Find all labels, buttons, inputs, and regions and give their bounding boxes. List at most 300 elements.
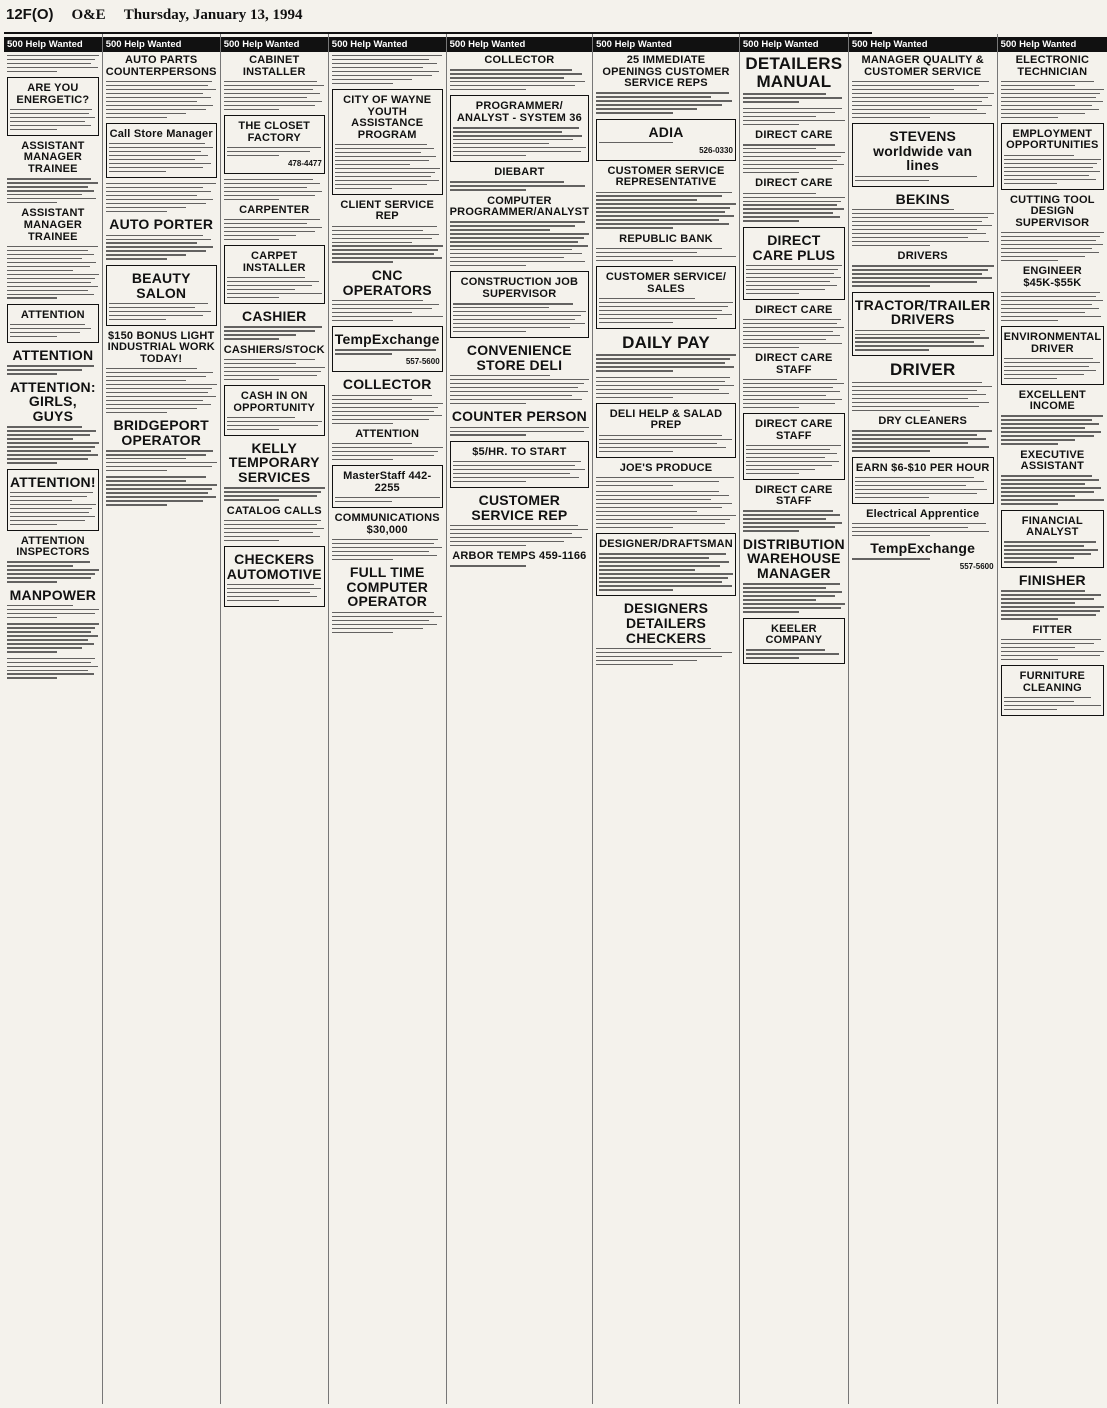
ad-heading: Electrical Apprentice	[866, 507, 980, 520]
classified-ad	[450, 343, 589, 404]
classified-ad	[450, 167, 589, 191]
ad-body-text	[7, 365, 99, 374]
ad-heading: FINISHER	[1018, 572, 1086, 589]
ad-body-text	[335, 497, 440, 502]
classified-ad	[7, 536, 99, 583]
classified-ad	[450, 95, 589, 162]
classified-ad	[1001, 510, 1105, 569]
classified-ad	[224, 506, 325, 541]
classified-ad	[1001, 573, 1105, 620]
ad-heading: DAILY PAY	[622, 332, 710, 352]
ad-heading: 25 IMMEDIATE OPENINGS CUSTOMER SERVICE REPS	[602, 54, 730, 90]
classified-ad	[224, 55, 325, 110]
ad-body-text	[599, 435, 733, 452]
classified-ad	[450, 551, 589, 567]
classified-ad	[106, 123, 217, 178]
ad-body-text	[224, 81, 325, 110]
classified-ad	[106, 476, 217, 505]
classified-column	[329, 34, 447, 1404]
ad-heading: STEVENS worldwide van lines	[873, 127, 973, 174]
ad-body-text	[1004, 541, 1102, 562]
section-header: 500 Help Wanted	[849, 37, 997, 52]
ad-body-text	[224, 326, 325, 339]
classified-ad	[7, 658, 99, 679]
classified-ad	[596, 119, 736, 161]
classified-column	[221, 34, 329, 1404]
classified-ad	[596, 601, 736, 665]
classified-ad	[224, 345, 325, 380]
classified-ad	[852, 361, 994, 411]
ad-heading: COLLECTOR	[342, 376, 432, 393]
classified-ad	[1001, 195, 1105, 262]
ad-heading: TempExchange	[870, 540, 976, 557]
ad-heading: DIRECT CARE PLUS	[752, 231, 836, 263]
ad-body-text	[7, 178, 99, 203]
ad-heading: Call Store Manager	[109, 127, 213, 140]
classified-ad	[224, 245, 325, 304]
classified-ad	[1001, 450, 1105, 505]
ad-body-text	[852, 523, 994, 536]
ad-heading: DETAILERS MANUAL	[745, 54, 843, 91]
ad-body-text	[335, 144, 440, 189]
classified-ad	[224, 115, 325, 174]
ad-body-text	[224, 487, 325, 500]
classified-ad	[450, 271, 589, 338]
ad-body-text	[7, 561, 99, 582]
ad-heading: CITY OF WAYNE YOUTH ASSISTANCE PROGRAM	[343, 94, 432, 141]
classified-ad	[332, 326, 443, 372]
ad-body-text	[7, 426, 99, 463]
ad-heading: TRACTOR/TRAILER DRIVERS	[854, 296, 991, 328]
ad-body-text	[599, 298, 733, 323]
ad-heading: ATTENTION!	[10, 473, 96, 490]
classified-ad	[224, 385, 325, 436]
ad-heading: THE CLOSET FACTORY	[238, 119, 311, 144]
ad-heading: ADIA	[648, 123, 684, 140]
ad-body-text	[109, 303, 214, 320]
ad-phone: 478-4477	[287, 158, 322, 168]
section-header: 500 Help Wanted	[221, 37, 328, 52]
ad-heading: DIEBART	[494, 166, 545, 179]
ad-heading: EMPLOYMENT OPPORTUNITIES	[1006, 127, 1099, 152]
ad-body-text	[746, 265, 842, 294]
ad-body-text	[743, 583, 845, 612]
classified-ad	[224, 179, 325, 200]
classified-ad	[450, 493, 589, 546]
ad-heading: BRIDGEPORT OPERATOR	[113, 417, 209, 448]
ad-heading: CUSTOMER SERVICE/ SALES	[605, 271, 727, 295]
classified-column	[103, 34, 221, 1404]
ad-body-text	[453, 127, 586, 156]
ad-body-text	[332, 226, 443, 263]
classified-column	[447, 34, 593, 1404]
section-header: 500 Help Wanted	[329, 37, 446, 52]
classified-ad	[7, 77, 99, 136]
ad-body-text	[332, 539, 443, 560]
ad-heading: TempExchange	[334, 331, 440, 348]
ad-heading: FITTER	[1032, 623, 1073, 636]
ad-heading: CNC OPERATORS	[342, 266, 432, 298]
ad-body-text	[450, 221, 589, 266]
ad-heading: COLLECTOR	[484, 54, 555, 66]
section-header: 500 Help Wanted	[998, 37, 1107, 52]
classified-ad	[596, 463, 736, 487]
ad-body-text	[855, 477, 991, 498]
section-header: 500 Help Wanted	[740, 37, 848, 52]
ad-body-text	[7, 605, 99, 618]
ad-body-text	[106, 368, 217, 413]
classified-ad	[743, 305, 845, 348]
ad-body-text	[746, 649, 842, 658]
ad-heading: ENVIRONMENTAL DRIVER	[1003, 330, 1102, 355]
classified-ad	[743, 413, 845, 480]
classified-ad	[332, 465, 443, 508]
classified-ad	[224, 205, 325, 240]
section-header: 500 Help Wanted	[447, 37, 592, 52]
classified-ad	[596, 403, 736, 458]
ad-body-text	[332, 395, 443, 424]
ad-body-text	[1004, 697, 1102, 710]
classified-ad	[106, 217, 217, 260]
ad-body-text	[746, 445, 842, 474]
ad-heading: CABINET INSTALLER	[242, 54, 306, 78]
ad-heading: ATTENTION	[12, 346, 94, 363]
ad-body-text	[743, 108, 845, 125]
ad-body-text	[596, 354, 736, 371]
classified-ad	[450, 409, 589, 436]
classified-ad	[852, 123, 994, 187]
classified-ad	[1001, 123, 1105, 190]
ad-heading: ASSISTANT MANAGER TRAINEE	[21, 207, 85, 243]
classified-ad	[596, 334, 736, 372]
ad-body-text	[1001, 639, 1105, 660]
classified-ad	[332, 89, 443, 195]
ad-body-text	[10, 109, 96, 130]
ad-phone: 526-0330	[699, 145, 733, 155]
ad-body-text	[852, 558, 994, 559]
classified-ad	[332, 513, 443, 560]
classified-ad	[332, 200, 443, 263]
classified-ad	[852, 416, 994, 451]
ad-heading: ELECTRONIC TECHNICIAN	[1015, 54, 1090, 78]
section-header: 500 Help Wanted	[593, 37, 739, 52]
ad-body-text	[332, 443, 443, 460]
classified-ad	[596, 266, 736, 329]
classified-ad	[7, 469, 99, 531]
ad-body-text	[7, 55, 99, 72]
ad-body-text	[450, 525, 589, 546]
ad-heading: ARE YOU ENERGETIC?	[16, 82, 90, 106]
classified-ad	[7, 623, 99, 652]
classified-ad	[106, 183, 217, 212]
ad-heading: ARBOR TEMPS 459-1166	[452, 550, 587, 563]
ad-body-text	[106, 81, 217, 118]
ad-body-text	[1001, 292, 1105, 321]
ad-heading: COUNTER PERSON	[451, 408, 587, 425]
ad-heading: CUSTOMER SERVICE REPRESENTATIVE	[607, 164, 725, 189]
classified-column	[4, 34, 103, 1404]
classified-ad	[743, 537, 845, 613]
ad-body-text	[106, 235, 217, 260]
classified-ad	[852, 509, 994, 536]
ad-heading: BEAUTY SALON	[131, 269, 191, 301]
ad-heading: CARPENTER	[239, 203, 310, 216]
ad-heading: ENGINEER $45K-$55K	[1022, 265, 1082, 289]
ad-body-text	[743, 319, 845, 348]
classified-column	[740, 34, 849, 1404]
classified-ad	[743, 618, 845, 665]
ad-body-text	[224, 520, 325, 541]
ad-heading: CONSTRUCTION JOB SUPERVISOR	[460, 276, 579, 300]
ad-heading: COMPUTER PROGRAMMER/ANALYST	[449, 194, 590, 219]
classified-ad	[743, 353, 845, 408]
ad-heading: REPUBLIC BANK	[619, 232, 713, 245]
ad-heading: ATTENTION	[355, 427, 420, 440]
ad-body-text	[599, 142, 733, 143]
ad-body-text	[743, 93, 845, 102]
ad-heading: COMMUNICATIONS $30,000	[334, 512, 440, 536]
classified-ad	[596, 166, 736, 229]
ad-body-text	[10, 324, 96, 337]
classified-ad	[743, 178, 845, 221]
classified-ad	[1001, 665, 1105, 716]
ad-heading: JOE'S PRODUCE	[619, 461, 713, 474]
ad-body-text	[227, 417, 322, 430]
classified-ad	[852, 292, 994, 357]
ad-heading: AUTO PORTER	[109, 216, 214, 233]
ad-heading: FURNITURE CLEANING	[1019, 670, 1086, 694]
section-header: 500 Help Wanted	[4, 37, 102, 52]
ad-body-text	[450, 565, 589, 566]
ad-body-text	[1004, 155, 1102, 184]
classified-ad	[332, 55, 443, 84]
classified-ad	[743, 227, 845, 300]
ad-phone: 557-5600	[959, 562, 994, 572]
ad-body-text	[852, 209, 994, 246]
classified-column	[593, 34, 740, 1404]
ad-heading: $150 BONUS LIGHT INDUSTRIAL WORK TODAY!	[107, 329, 215, 365]
classified-ad	[224, 546, 325, 607]
ad-body-text	[596, 491, 736, 528]
classified-column	[998, 34, 1107, 1404]
classified-ad	[106, 55, 217, 118]
ad-body-text	[743, 379, 845, 408]
classified-ad	[106, 418, 217, 471]
ad-heading: MANAGER QUALITY & CUSTOMER SERVICE	[861, 54, 984, 78]
classified-ad	[224, 309, 325, 340]
ad-body-text	[227, 147, 322, 156]
ad-body-text	[852, 81, 994, 118]
ad-heading: EARN $6-$10 PER HOUR	[855, 461, 990, 474]
ad-body-text	[450, 181, 589, 190]
ad-heading: CUSTOMER SERVICE REP	[471, 491, 568, 523]
ad-body-text	[332, 55, 443, 84]
ad-heading: MasterStaff 442-2255	[343, 470, 432, 494]
classified-ad	[332, 268, 443, 321]
ad-body-text	[743, 144, 845, 173]
ad-body-text	[1001, 415, 1105, 444]
classified-ad	[1001, 326, 1105, 385]
ad-body-text	[596, 477, 736, 486]
masthead	[4, 6, 872, 34]
issue-date: Thursday, January 13, 1994	[123, 7, 303, 23]
classified-ad	[743, 55, 845, 103]
ad-heading: DISTRIBUTION WAREHOUSE MANAGER	[742, 535, 845, 581]
ad-heading: DIRECT CARE STAFF	[755, 352, 833, 376]
ad-heading: BEKINS	[895, 190, 950, 207]
ad-body-text	[106, 476, 217, 505]
classified-ad	[852, 55, 994, 118]
ad-body-text	[453, 461, 586, 482]
classified-ad	[1001, 625, 1105, 660]
classified-ad	[596, 377, 736, 398]
classified-ad	[332, 565, 443, 633]
classified-ad	[852, 251, 994, 286]
ad-body-text	[7, 623, 99, 652]
ad-heading: AUTO PARTS COUNTERPERSONS	[105, 54, 217, 78]
ad-body-text	[596, 377, 736, 398]
ad-heading: DRIVER	[889, 360, 956, 380]
page-number: 12F(O)	[6, 6, 54, 23]
ad-body-text	[1001, 590, 1105, 619]
ad-body-text	[453, 303, 586, 332]
ad-heading: FULL TIME COMPUTER OPERATOR	[346, 564, 429, 610]
ad-body-text	[227, 277, 322, 298]
ad-heading: EXECUTIVE ASSISTANT	[1020, 448, 1085, 473]
ad-heading: DIRECT CARE	[755, 303, 833, 316]
ad-phone: 557-5600	[405, 357, 440, 367]
ad-heading: FINANCIAL ANALYST	[1021, 514, 1083, 539]
ad-heading: DESIGNER/DRAFTSMAN	[599, 538, 733, 551]
classified-ad	[852, 457, 994, 504]
ad-heading: DIRECT CARE	[755, 128, 833, 141]
ad-heading: CHECKERS AUTOMOTIVE	[226, 551, 322, 582]
classified-ad	[852, 192, 994, 247]
ad-body-text	[224, 359, 325, 380]
ad-heading: DRY CLEANERS	[878, 415, 967, 428]
classified-ad	[450, 55, 589, 90]
ad-body-text	[227, 584, 322, 601]
ad-heading: KEELER COMPANY	[765, 622, 823, 647]
ad-heading: EXCELLENT INCOME	[1018, 388, 1086, 413]
ad-body-text	[596, 92, 736, 113]
ad-heading: MANPOWER	[9, 586, 97, 603]
ad-heading: KELLY TEMPORARY SERVICES	[228, 439, 320, 486]
classified-ad	[106, 265, 217, 326]
section-name: O&E	[71, 7, 106, 23]
ad-body-text	[450, 375, 589, 404]
classified-ad	[1001, 266, 1105, 321]
classified-column	[849, 34, 998, 1404]
ad-heading: DIRECT CARE STAFF	[755, 483, 833, 508]
classified-ad	[852, 541, 994, 571]
ad-body-text	[332, 612, 443, 633]
classified-ad	[743, 485, 845, 532]
section-header: 500 Help Wanted	[103, 37, 220, 52]
classified-ad	[7, 141, 99, 204]
ad-body-text	[855, 176, 991, 181]
classified-ad	[106, 331, 217, 413]
ad-body-text	[1004, 358, 1102, 379]
ad-heading: ASSISTANT MANAGER TRAINEE	[21, 139, 85, 176]
classified-ad	[596, 234, 736, 261]
ad-heading: CASHIERS/STOCK	[223, 343, 325, 356]
ad-heading: CARPET INSTALLER	[242, 250, 306, 274]
ad-body-text	[106, 450, 217, 471]
ad-heading: DELI HELP & SALAD PREP	[609, 407, 723, 432]
classified-ad	[450, 441, 589, 488]
classified-ad	[450, 196, 589, 267]
ad-body-text	[596, 648, 736, 665]
ad-body-text	[743, 193, 845, 222]
ad-heading: PROGRAMMER/ ANALYST - SYSTEM 36	[456, 100, 582, 124]
ad-heading: ATTENTION INSPECTORS	[16, 534, 90, 559]
classified-ad	[596, 533, 736, 596]
classified-ad	[743, 130, 845, 173]
classified-ad	[7, 55, 99, 72]
ad-heading: ATTENTION: GIRLS, GUYS	[10, 378, 96, 424]
classified-ad	[596, 55, 736, 114]
classified-ad	[7, 348, 99, 375]
ad-body-text	[224, 179, 325, 200]
ad-heading: CASH IN ON OPPORTUNITY	[233, 390, 316, 414]
ad-heading: $5/HR. TO START	[472, 445, 567, 458]
classified-ad	[596, 491, 736, 528]
classified-ad	[7, 380, 99, 464]
ad-heading: CONVENIENCE STORE DELI	[466, 341, 572, 373]
ad-body-text	[335, 349, 440, 354]
ad-body-text	[106, 183, 217, 212]
ad-body-text	[1001, 232, 1105, 261]
ad-body-text	[7, 246, 99, 299]
classified-ad	[7, 208, 99, 298]
classified-columns	[4, 34, 1102, 1404]
ad-body-text	[450, 427, 589, 436]
ad-body-text	[10, 492, 96, 525]
ad-heading: DRIVERS	[897, 250, 948, 263]
ad-body-text	[596, 192, 736, 229]
ad-body-text	[332, 300, 443, 321]
classified-ad	[332, 377, 443, 424]
ad-body-text	[852, 430, 994, 451]
ad-body-text	[7, 658, 99, 679]
classified-ad	[7, 304, 99, 343]
ad-body-text	[852, 265, 994, 286]
classified-ad	[332, 429, 443, 460]
ad-heading: ATTENTION	[20, 308, 85, 321]
ad-heading: DIRECT CARE	[755, 177, 833, 190]
classified-ad	[224, 441, 325, 501]
ad-heading: CASHIER	[242, 307, 307, 324]
ad-body-text	[224, 219, 325, 240]
ad-heading: CATALOG CALLS	[226, 504, 322, 517]
ad-heading: CLIENT SERVICE REP	[340, 198, 435, 223]
ad-body-text	[599, 553, 733, 590]
ad-body-text	[855, 330, 991, 351]
classified-ad	[743, 108, 845, 125]
ad-heading: CUTTING TOOL DESIGN SUPERVISOR	[1009, 193, 1095, 229]
ad-body-text	[1001, 81, 1105, 118]
classified-ad	[1001, 55, 1105, 118]
ad-body-text	[743, 510, 845, 531]
classified-ad	[1001, 390, 1105, 445]
ad-body-text	[450, 69, 589, 90]
ad-body-text	[1001, 475, 1105, 504]
ad-body-text	[596, 248, 736, 261]
ad-body-text	[109, 143, 214, 172]
classified-ad	[7, 588, 99, 619]
ad-body-text	[852, 382, 994, 411]
